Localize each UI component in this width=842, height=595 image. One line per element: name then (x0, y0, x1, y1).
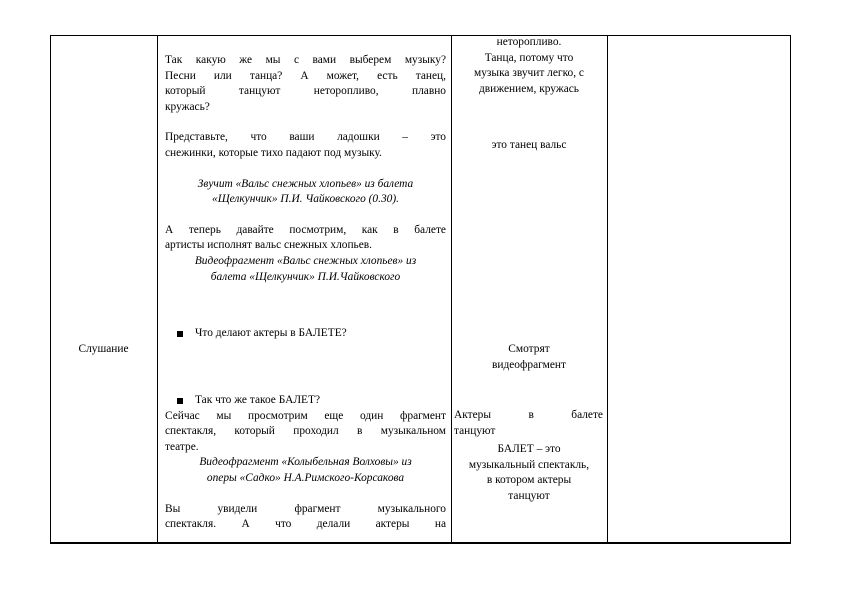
answer-waltz-reason (454, 35, 604, 97)
text-line: Сейчас мы просмотрим еще один фрагмент (165, 409, 446, 422)
text-line: Звучит «Вальс снежных хлопьев» из балета (197, 177, 414, 190)
closing-paragraph (165, 502, 446, 533)
table-border-bottom (50, 542, 791, 544)
column-divider-2 (451, 35, 452, 544)
bullet-icon (177, 398, 183, 404)
text-line: «Щелкунчик» П.И. Чайковского (0.30). (212, 193, 399, 206)
bullet-text: Что делают актеры в БАЛЕТЕ? (195, 327, 347, 339)
text-line: Видеофрагмент «Вальс снежных хлопьев» из (194, 254, 417, 267)
text-line: Видеофрагмент «Колыбельная Волховы» из (199, 456, 412, 469)
teacher-text-lower (165, 393, 446, 533)
text-line: снежинки, которые тихо падают под музыку. (165, 146, 382, 159)
text-line: музыка звучит легко, с (474, 67, 584, 80)
activity-label: Слушание (78, 343, 129, 355)
teacher-text-cell (165, 53, 446, 285)
text-line: музыкальный спектакль, (468, 458, 590, 471)
notes-cell (608, 36, 789, 541)
text-line: это танец вальс (491, 139, 567, 151)
text-line: кружась? (165, 100, 210, 113)
text-line: Представьте, что ваши ладошки – это (165, 131, 446, 144)
text-line: балета «Щелкунчик» П.И.Чайковского (210, 270, 401, 283)
text-line: танцуют (454, 424, 496, 437)
question-bullet-2 (165, 393, 446, 409)
question-bullet-1 (165, 326, 446, 342)
opera-intro-paragraph (165, 409, 446, 456)
answer-ballet-definition (454, 442, 604, 504)
lesson-table (50, 35, 791, 544)
answer-actors-dance (454, 408, 603, 439)
text-line: спектакля, который проходил в музыкальном (165, 425, 446, 438)
video-note-sadko (165, 455, 446, 486)
ballet-intro-paragraph (165, 223, 446, 254)
table-border-left (50, 35, 51, 544)
answer-waltz (454, 138, 604, 154)
answer-watch-video (454, 342, 604, 373)
text-line: Актеры в балете (454, 409, 603, 421)
text-line: Вы увидели фрагмент музыкального (165, 502, 446, 515)
text-line: неторопливо. (496, 36, 562, 48)
teacher-question-paragraph (165, 53, 446, 115)
text-line: Песни или танца? А может, есть танец, (165, 69, 446, 82)
snowflake-paragraph (165, 130, 446, 161)
text-line: БАЛЕТ – это (497, 443, 561, 455)
text-line: в котором актеры (486, 474, 572, 487)
bullet-icon (177, 331, 183, 337)
text-line: который танцуют неторопливо, плавно (165, 85, 446, 98)
text-line: Смотрят (508, 343, 550, 355)
table-border-right (790, 35, 791, 544)
text-line: видеофрагмент (491, 358, 566, 371)
text-line: движением, кружась (479, 82, 579, 95)
column-divider-1 (157, 35, 158, 544)
text-line: оперы «Садко» Н.А.Римского-Корсакова (206, 471, 405, 484)
activity-cell (50, 342, 157, 358)
text-line: А теперь давайте посмотрим, как в балете (165, 223, 446, 236)
video-note-nutcracker (165, 254, 446, 285)
text-line: театре. (165, 440, 199, 453)
music-note-waltz (165, 177, 446, 208)
text-line: танцуют (508, 489, 550, 502)
text-line: артисты исполнят вальс снежных хлопьев. (165, 239, 373, 252)
bullet-text: Так что же такое БАЛЕТ? (195, 394, 321, 406)
text-line: Танца, потому что (484, 51, 574, 64)
text-line: спектакля. А что делали актеры на (165, 518, 446, 531)
text-line: Так какую же мы с вами выберем музыку? (165, 54, 446, 66)
